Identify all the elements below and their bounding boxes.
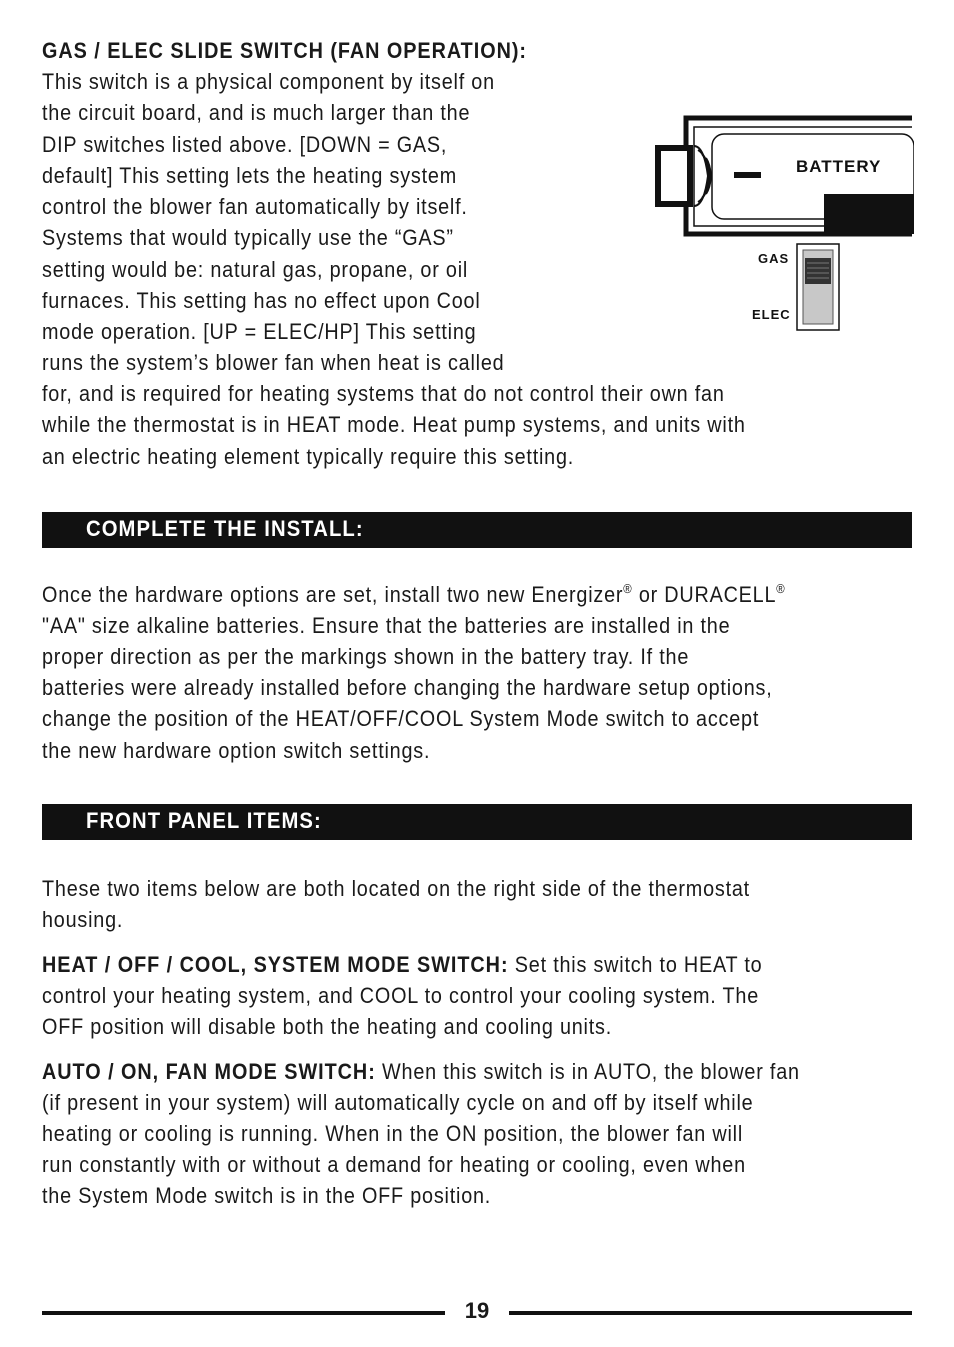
battery-tray-icon — [658, 118, 914, 234]
complete-install-heading: COMPLETE THE INSTALL: — [86, 516, 364, 541]
system-mode-line: HEAT / OFF / COOL, SYSTEM MODE SWITCH: Set this switch to HEAT to — [42, 952, 763, 977]
front-panel-intro: These two items below are both located on the right side of the thermostat — [42, 876, 750, 901]
gas-elec-line: DIP switches listed above. [DOWN = GAS, — [42, 132, 448, 157]
gas-elec-line: mode operation. [UP = ELEC/HP] This setting — [42, 319, 477, 344]
gas-elec-line: for, and is required for heating systems that do not control their own fan — [42, 381, 725, 406]
gas-elec-line: default] This setting lets the heating system — [42, 163, 457, 188]
fan-mode-line: heating or cooling is running. When in the ON position, the blower fan will — [42, 1121, 744, 1146]
gas-label: GAS — [758, 251, 790, 266]
footer-rule-left — [42, 1311, 445, 1315]
elec-label: ELEC — [752, 307, 791, 322]
fan-mode-line: run constantly with or without a demand for heating or cooling, even when — [42, 1152, 746, 1177]
install-line: Once the hardware options are set, install two new Energizer® or DURACELL® — [42, 581, 786, 607]
gas-elec-line: This switch is a physical component by itself on — [42, 69, 495, 94]
install-line: proper direction as per the markings shown in the battery tray. If the — [42, 644, 690, 669]
complete-install-bar — [42, 512, 912, 548]
gas-elec-line: while the thermostat is in HEAT mode. Heat pump systems, and units with — [42, 412, 746, 437]
battery-label: BATTERY — [796, 157, 882, 176]
install-line: change the position of the HEAT/OFF/COOL System Mode switch to accept — [42, 706, 760, 731]
install-line: the new hardware option switch settings. — [42, 738, 431, 763]
registered-mark: ® — [623, 581, 633, 596]
gas-elec-slide-switch — [797, 244, 839, 330]
gas-elec-line: the circuit board, and is much larger than the — [42, 100, 471, 125]
gas-elec-line: Systems that would typically use the “GAS” — [42, 225, 454, 250]
fan-mode-line: (if present in your system) will automatically cycle on and off by itself while — [42, 1090, 754, 1115]
registered-mark: ® — [776, 581, 786, 596]
fan-mode-label: AUTO / ON, FAN MODE SWITCH: — [42, 1059, 376, 1084]
fan-mode-line: AUTO / ON, FAN MODE SWITCH: When this switch is in AUTO, the blower fan — [42, 1059, 800, 1084]
gas-elec-line: control the blower fan automatically by itself. — [42, 194, 468, 219]
system-mode-line: OFF position will disable both the heating and cooling units. — [42, 1014, 613, 1039]
install-line: "AA" size alkaline batteries. Ensure that the batteries are installed in the — [42, 613, 731, 638]
gas-elec-line: runs the system’s blower fan when heat is called — [42, 350, 505, 375]
system-mode-label: HEAT / OFF / COOL, SYSTEM MODE SWITCH: — [42, 952, 509, 977]
gas-elec-line: furnaces. This setting has no effect upon Cool — [42, 288, 481, 313]
gas-elec-line: setting would be: natural gas, propane, or oil — [42, 257, 469, 282]
footer-rule-right — [509, 1311, 912, 1315]
battery-switch-diagram — [650, 110, 914, 336]
front-panel-bar — [42, 804, 912, 840]
fan-mode-line: the System Mode switch is in the OFF position. — [42, 1183, 492, 1208]
install-line: batteries were already installed before changing the hardware setup options, — [42, 675, 773, 700]
front-panel-intro: housing. — [42, 907, 124, 932]
front-panel-heading: FRONT PANEL ITEMS: — [86, 808, 322, 833]
gas-elec-line: an electric heating element typically require this setting. — [42, 444, 575, 469]
system-mode-line: control your heating system, and COOL to control your cooling system. The — [42, 983, 760, 1008]
page-number: 19 — [464, 1298, 490, 1323]
gas-elec-heading: GAS / ELEC SLIDE SWITCH (FAN OPERATION): — [42, 38, 527, 63]
